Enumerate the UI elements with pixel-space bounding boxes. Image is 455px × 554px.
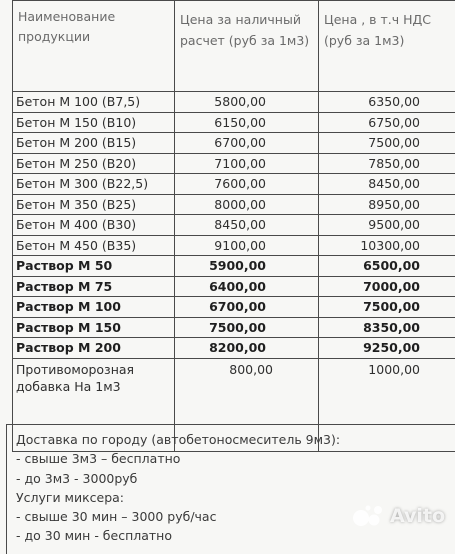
table-row <box>13 235 455 256</box>
header-product: Наименование продукции <box>13 1 175 92</box>
cash-price-cell: 6700,00 <box>175 297 319 318</box>
vat-price-cell: 7500,00 <box>319 297 455 318</box>
product-name-cell: Раствор М 200 <box>13 338 175 359</box>
vat-price-cell: 7000,00 <box>319 276 455 297</box>
delivery-info <box>6 424 455 554</box>
cash-price-cell: 6700,00 <box>175 133 319 154</box>
table-row <box>13 133 455 154</box>
product-name-cell: Бетон М 250 (В20) <box>13 153 175 174</box>
table-row <box>13 194 455 215</box>
avito-watermark-text: Avito <box>390 505 445 527</box>
cash-price-cell: 7600,00 <box>175 174 319 195</box>
table-row <box>13 92 455 113</box>
avito-logo-icon <box>352 504 386 528</box>
product-name-cell: Раствор М 100 <box>13 297 175 318</box>
table-row <box>13 112 455 133</box>
delivery-line: - до 30 мин - бесплатно <box>16 526 455 545</box>
header-vat-price: Цена , в т.ч НДС (руб за 1м3) <box>319 1 455 92</box>
cash-price-cell: 8450,00 <box>175 215 319 236</box>
vat-price-cell: 7500,00 <box>319 133 455 154</box>
antifreeze-cash-cell: 800,00 <box>175 358 319 451</box>
cash-price-cell: 9100,00 <box>175 235 319 256</box>
table-row <box>13 215 455 236</box>
product-name-cell: Бетон М 450 (В35) <box>13 235 175 256</box>
product-name-cell: Бетон М 400 (В30) <box>13 215 175 236</box>
product-name-cell: Бетон М 100 (В7,5) <box>13 92 175 113</box>
table-row <box>13 338 455 359</box>
table-row <box>13 297 455 318</box>
table-header-row <box>13 1 455 92</box>
cash-price-cell: 7500,00 <box>175 317 319 338</box>
cash-price-cell: 5900,00 <box>175 256 319 277</box>
product-name-cell: Раствор М 75 <box>13 276 175 297</box>
vat-price-cell: 9500,00 <box>319 215 455 236</box>
vat-price-cell: 6500,00 <box>319 256 455 277</box>
vat-price-cell: 10300,00 <box>319 235 455 256</box>
cash-price-cell: 6150,00 <box>175 112 319 133</box>
delivery-line: Доставка по городу (автобетоносмеситель 9м3): <box>16 430 455 449</box>
cash-price-cell: 8200,00 <box>175 338 319 359</box>
vat-price-cell: 8950,00 <box>319 194 455 215</box>
delivery-line: - свыше 30 мин – 3000 руб/час <box>16 507 455 526</box>
header-cash-price: Цена за наличный расчет (руб за 1м3) <box>175 1 319 92</box>
table-row <box>13 153 455 174</box>
product-name-cell: Бетон М 300 (В22,5) <box>13 174 175 195</box>
vat-price-cell: 6750,00 <box>319 112 455 133</box>
cash-price-cell: 5800,00 <box>175 92 319 113</box>
table-row <box>13 256 455 277</box>
vat-price-cell: 6350,00 <box>319 92 455 113</box>
antifreeze-name-cell: Противоморозная добавка На 1м3 <box>13 358 175 451</box>
product-name-cell: Бетон М 150 (В10) <box>13 112 175 133</box>
product-name-cell: Бетон М 350 (В25) <box>13 194 175 215</box>
vat-price-cell: 9250,00 <box>319 338 455 359</box>
vat-price-cell: 8350,00 <box>319 317 455 338</box>
product-name-cell: Бетон М 200 (В15) <box>13 133 175 154</box>
price-table <box>12 0 455 452</box>
vat-price-cell: 7850,00 <box>319 153 455 174</box>
product-name-cell: Раствор М 150 <box>13 317 175 338</box>
cash-price-cell: 8000,00 <box>175 194 319 215</box>
delivery-line: - свыше 3м3 – бесплатно <box>16 449 455 468</box>
table-row <box>13 174 455 195</box>
delivery-line: Услуги миксера: <box>16 488 455 507</box>
table-body <box>13 92 455 452</box>
cash-price-cell: 6400,00 <box>175 276 319 297</box>
vat-price-cell: 8450,00 <box>319 174 455 195</box>
cash-price-cell: 7100,00 <box>175 153 319 174</box>
antifreeze-vat-cell: 1000,00 <box>319 358 455 451</box>
avito-watermark <box>352 503 445 529</box>
delivery-line: - до 3м3 - 3000руб <box>16 469 455 488</box>
table-row <box>13 276 455 297</box>
table-row <box>13 317 455 338</box>
product-name-cell: Раствор М 50 <box>13 256 175 277</box>
